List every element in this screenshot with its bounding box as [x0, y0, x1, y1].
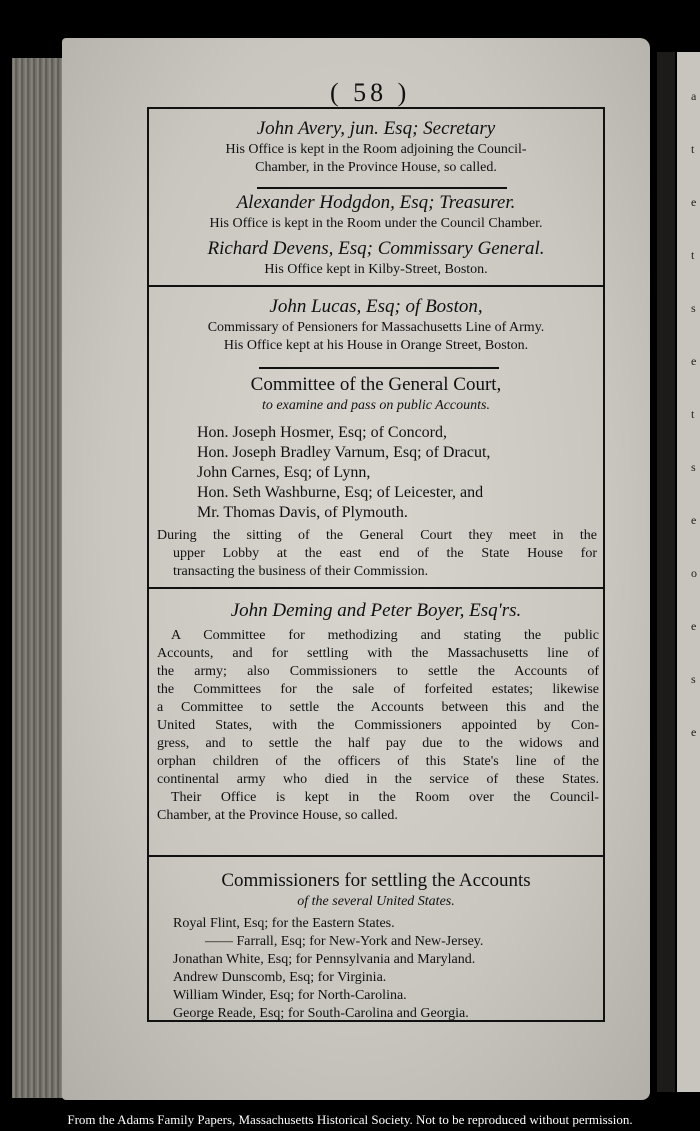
divider-rule: [257, 187, 507, 189]
commissioners-list: [173, 915, 599, 1023]
facing-letter: t: [691, 407, 695, 421]
section-secretary: [149, 117, 603, 177]
lucas-name: John Lucas, Esq; of Boston,: [269, 296, 483, 317]
committee-member: Hon. Joseph Hosmer, Esq; of Concord,: [197, 424, 447, 441]
commissioner-entry: William Winder, Esq; for North-Carolina.: [173, 988, 407, 1003]
text-line: Accounts, and for settling with the Massachusetts line of: [157, 646, 599, 661]
committee-title: Committee of the General Court,: [250, 374, 502, 395]
divider-rule: [149, 285, 603, 287]
commissioner-entry: —— Farrall, Esq; for New-York and New-Jersey.: [205, 934, 484, 949]
copyright-footer: From the Adams Family Papers, Massachusetts Historical Society. Not to be reproduced without permission.: [67, 1112, 633, 1127]
lucas-office-line: His Office kept at his House in Orange Street, Boston.: [223, 338, 529, 353]
facing-letter: t: [691, 248, 695, 262]
text-line: a Committee to settle the Accounts between this and the: [157, 700, 599, 715]
lucas-office-line: Commissary of Pensioners for Massachusetts Line of Army.: [207, 320, 545, 335]
commissary-name: Richard Devens, Esq; Commissary General.: [207, 238, 545, 259]
gutter: [657, 52, 675, 1092]
facing-page-edge: [677, 52, 700, 1092]
section-commissary-general: [149, 237, 603, 279]
facing-letter: e: [691, 619, 697, 633]
text-line: the Committees for the sale of forfeited estates; likewise: [157, 682, 599, 697]
section-accounts-committee: [149, 599, 603, 623]
committee-subtitle: to examine and pass on public Accounts.: [262, 398, 490, 413]
text-line: the army; also Commissioners to settle the Accounts of: [157, 664, 599, 679]
facing-letter: s: [691, 301, 696, 315]
text-line: continental army who died in the service of these States.: [157, 772, 599, 787]
commissary-office-line: His Office kept in Kilby-Street, Boston.: [264, 262, 488, 277]
divider-rule: [259, 367, 499, 369]
committee-member: Hon. Seth Washburne, Esq; of Leicester, and: [197, 484, 484, 501]
text-line: A Committee for methodizing and stating the public: [171, 628, 599, 643]
facing-letter: e: [691, 354, 697, 368]
facing-letter: t: [691, 142, 695, 156]
divider-rule: [149, 855, 603, 857]
commissioner-entry: Royal Flint, Esq; for the Eastern States.: [173, 916, 395, 931]
treasurer-office-line: His Office is kept in the Room under the Council Chamber.: [209, 216, 543, 231]
section-treasurer: [149, 191, 603, 233]
commissioner-entry: George Reade, Esq; for South-Carolina and Georgia.: [173, 1006, 469, 1021]
committee-note-line: During the sitting of the General Court they meet in the: [157, 528, 597, 543]
facing-letter: s: [691, 460, 696, 474]
accounts-committee-text: [157, 627, 599, 825]
committee-member: John Carnes, Esq; of Lynn,: [197, 464, 371, 481]
text-line: Their Office is kept in the Room over the Council-: [171, 790, 599, 805]
secretary-name: John Avery, jun. Esq; Secretary: [256, 118, 496, 139]
deming-boyer-name: John Deming and Peter Boyer, Esq'rs.: [230, 600, 522, 621]
content-frame: [147, 107, 605, 1022]
text-line: gress, and to settle the half pay due to the widows and: [157, 736, 599, 751]
facing-letter: a: [691, 89, 697, 103]
secretary-office-line: His Office is kept in the Room adjoining the Council-: [225, 142, 527, 157]
page-number: ( 58 ): [330, 78, 411, 107]
facing-letter: e: [691, 725, 697, 739]
commissioners-subtitle: of the several United States.: [297, 894, 455, 909]
facing-letter: o: [691, 566, 697, 580]
commissioners-title: Commissioners for settling the Accounts: [221, 870, 531, 891]
text-line: orphan children of the officers of this State's line of the: [157, 754, 599, 769]
secretary-office-line: Chamber, in the Province House, so called.: [255, 160, 497, 175]
committee-note: [157, 527, 597, 581]
treasurer-name: Alexander Hodgdon, Esq; Treasurer.: [236, 192, 516, 213]
commissioner-entry: Jonathan White, Esq; for Pennsylvania and Maryland.: [173, 952, 476, 967]
text-line: Chamber, at the Province House, so called.: [157, 808, 398, 823]
text-line: United States, with the Commissioners appointed by Con-: [157, 718, 599, 733]
facing-letter: e: [691, 195, 697, 209]
committee-note-line: upper Lobby at the east end of the State House for: [173, 546, 597, 561]
committee-member: Hon. Joseph Bradley Varnum, Esq; of Dracut,: [197, 444, 491, 461]
committee-members: [197, 423, 597, 523]
facing-letter: s: [691, 672, 696, 686]
divider-rule: [149, 587, 603, 589]
section-general-court-committee: [149, 373, 603, 415]
commissioner-entry: Andrew Dunscomb, Esq; for Virginia.: [173, 970, 387, 985]
committee-member: Mr. Thomas Davis, of Plymouth.: [197, 504, 408, 521]
committee-note-line: transacting the business of their Commission.: [173, 564, 429, 579]
facing-letter: e: [691, 513, 697, 527]
section-pensioners: [149, 295, 603, 355]
section-us-commissioners: [149, 869, 603, 911]
